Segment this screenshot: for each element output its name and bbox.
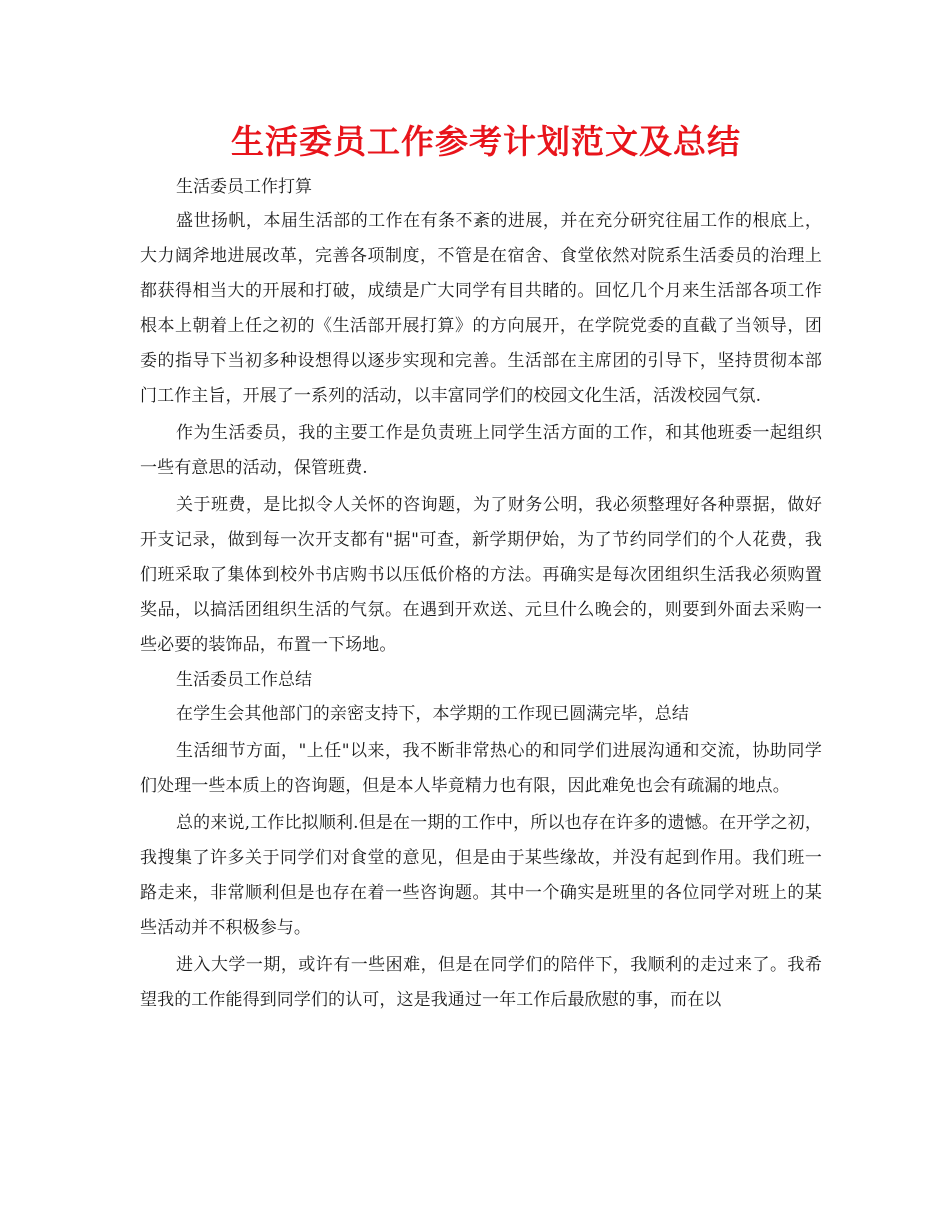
section-heading: 生活委员工作总结 (176, 670, 312, 690)
paragraph: 盛世扬帆，本届生活部的工作在有条不紊的进展，并在充分研究往届工作的根底上，大力阔斧地进展改革，完善各项制度，不管是在宿舍、食堂依然对院系生活委员的治理上都获得相当大的开展和打破，成绩是广大同学有目共睹的。回忆几个月来生活部各项工作根本上朝着上任之初的《生活部开展打算》的方向展开，在学院党委的直截了当领导，团委的指导下当初多种设想得以逐步实现和完善。生活部在主席团的引导下，坚持贯彻本部门工作主旨，开展了一系列的活动，以丰富同学们的校园文化生活，活泼校园气氛. (140, 211, 822, 406)
section-heading: 生活委员工作打算 (176, 177, 312, 197)
document-body (140, 172, 822, 1018)
paragraph: 在学生会其他部门的亲密支持下，本学期的工作现已圆满完毕，总结 (176, 704, 689, 724)
paragraph: 总的来说,工作比拟顺利.但是在一期的工作中，所以也存在许多的遗憾。在开学之初，我搜集了许多关于同学们对食堂的意见，但是由于某些缘故，并没有起到作用。我们班一路走来，非常顺利但是也存在着一些咨询题。其中一个确实是班里的各位同学对班上的某些活动并不积极参与。 (140, 813, 822, 938)
paragraph: 生活细节方面，"上任"以来，我不断非常热心的和同学们进展沟通和交流，协助同学们处理一些本质上的咨询题，但是本人毕竟精力也有限，因此难免也会有疏漏的地点。 (140, 741, 822, 796)
document-title: 生活委员工作参考计划范文及总结 (231, 122, 741, 161)
paragraph: 作为生活委员，我的主要工作是负责班上同学生活方面的工作，和其他班委一起组织一些有意思的活动，保管班费. (140, 423, 822, 478)
paragraph: 进入大学一期，或许有一些困难，但是在同学们的陪伴下，我顺利的走过来了。我希望我的工作能得到同学们的认可，这是我通过一年工作后最欣慰的事，而在以 (140, 955, 822, 1010)
paragraph: 关于班费，是比拟令人关怀的咨询题，为了财务公明，我必须整理好各种票据，做好开支记录，做到每一次开支都有"据"可查，新学期伊始，为了节约同学们的个人花费，我们班采取了集体到校外书店购书以压低价格的方法。再确实是每次团组织生活我必须购置奖品，以搞活团组织生活的气氛。在遇到开欢送、元旦什么晚会的，则要到外面去采购一些必要的装饰品，布置一下场地。 (140, 495, 822, 655)
